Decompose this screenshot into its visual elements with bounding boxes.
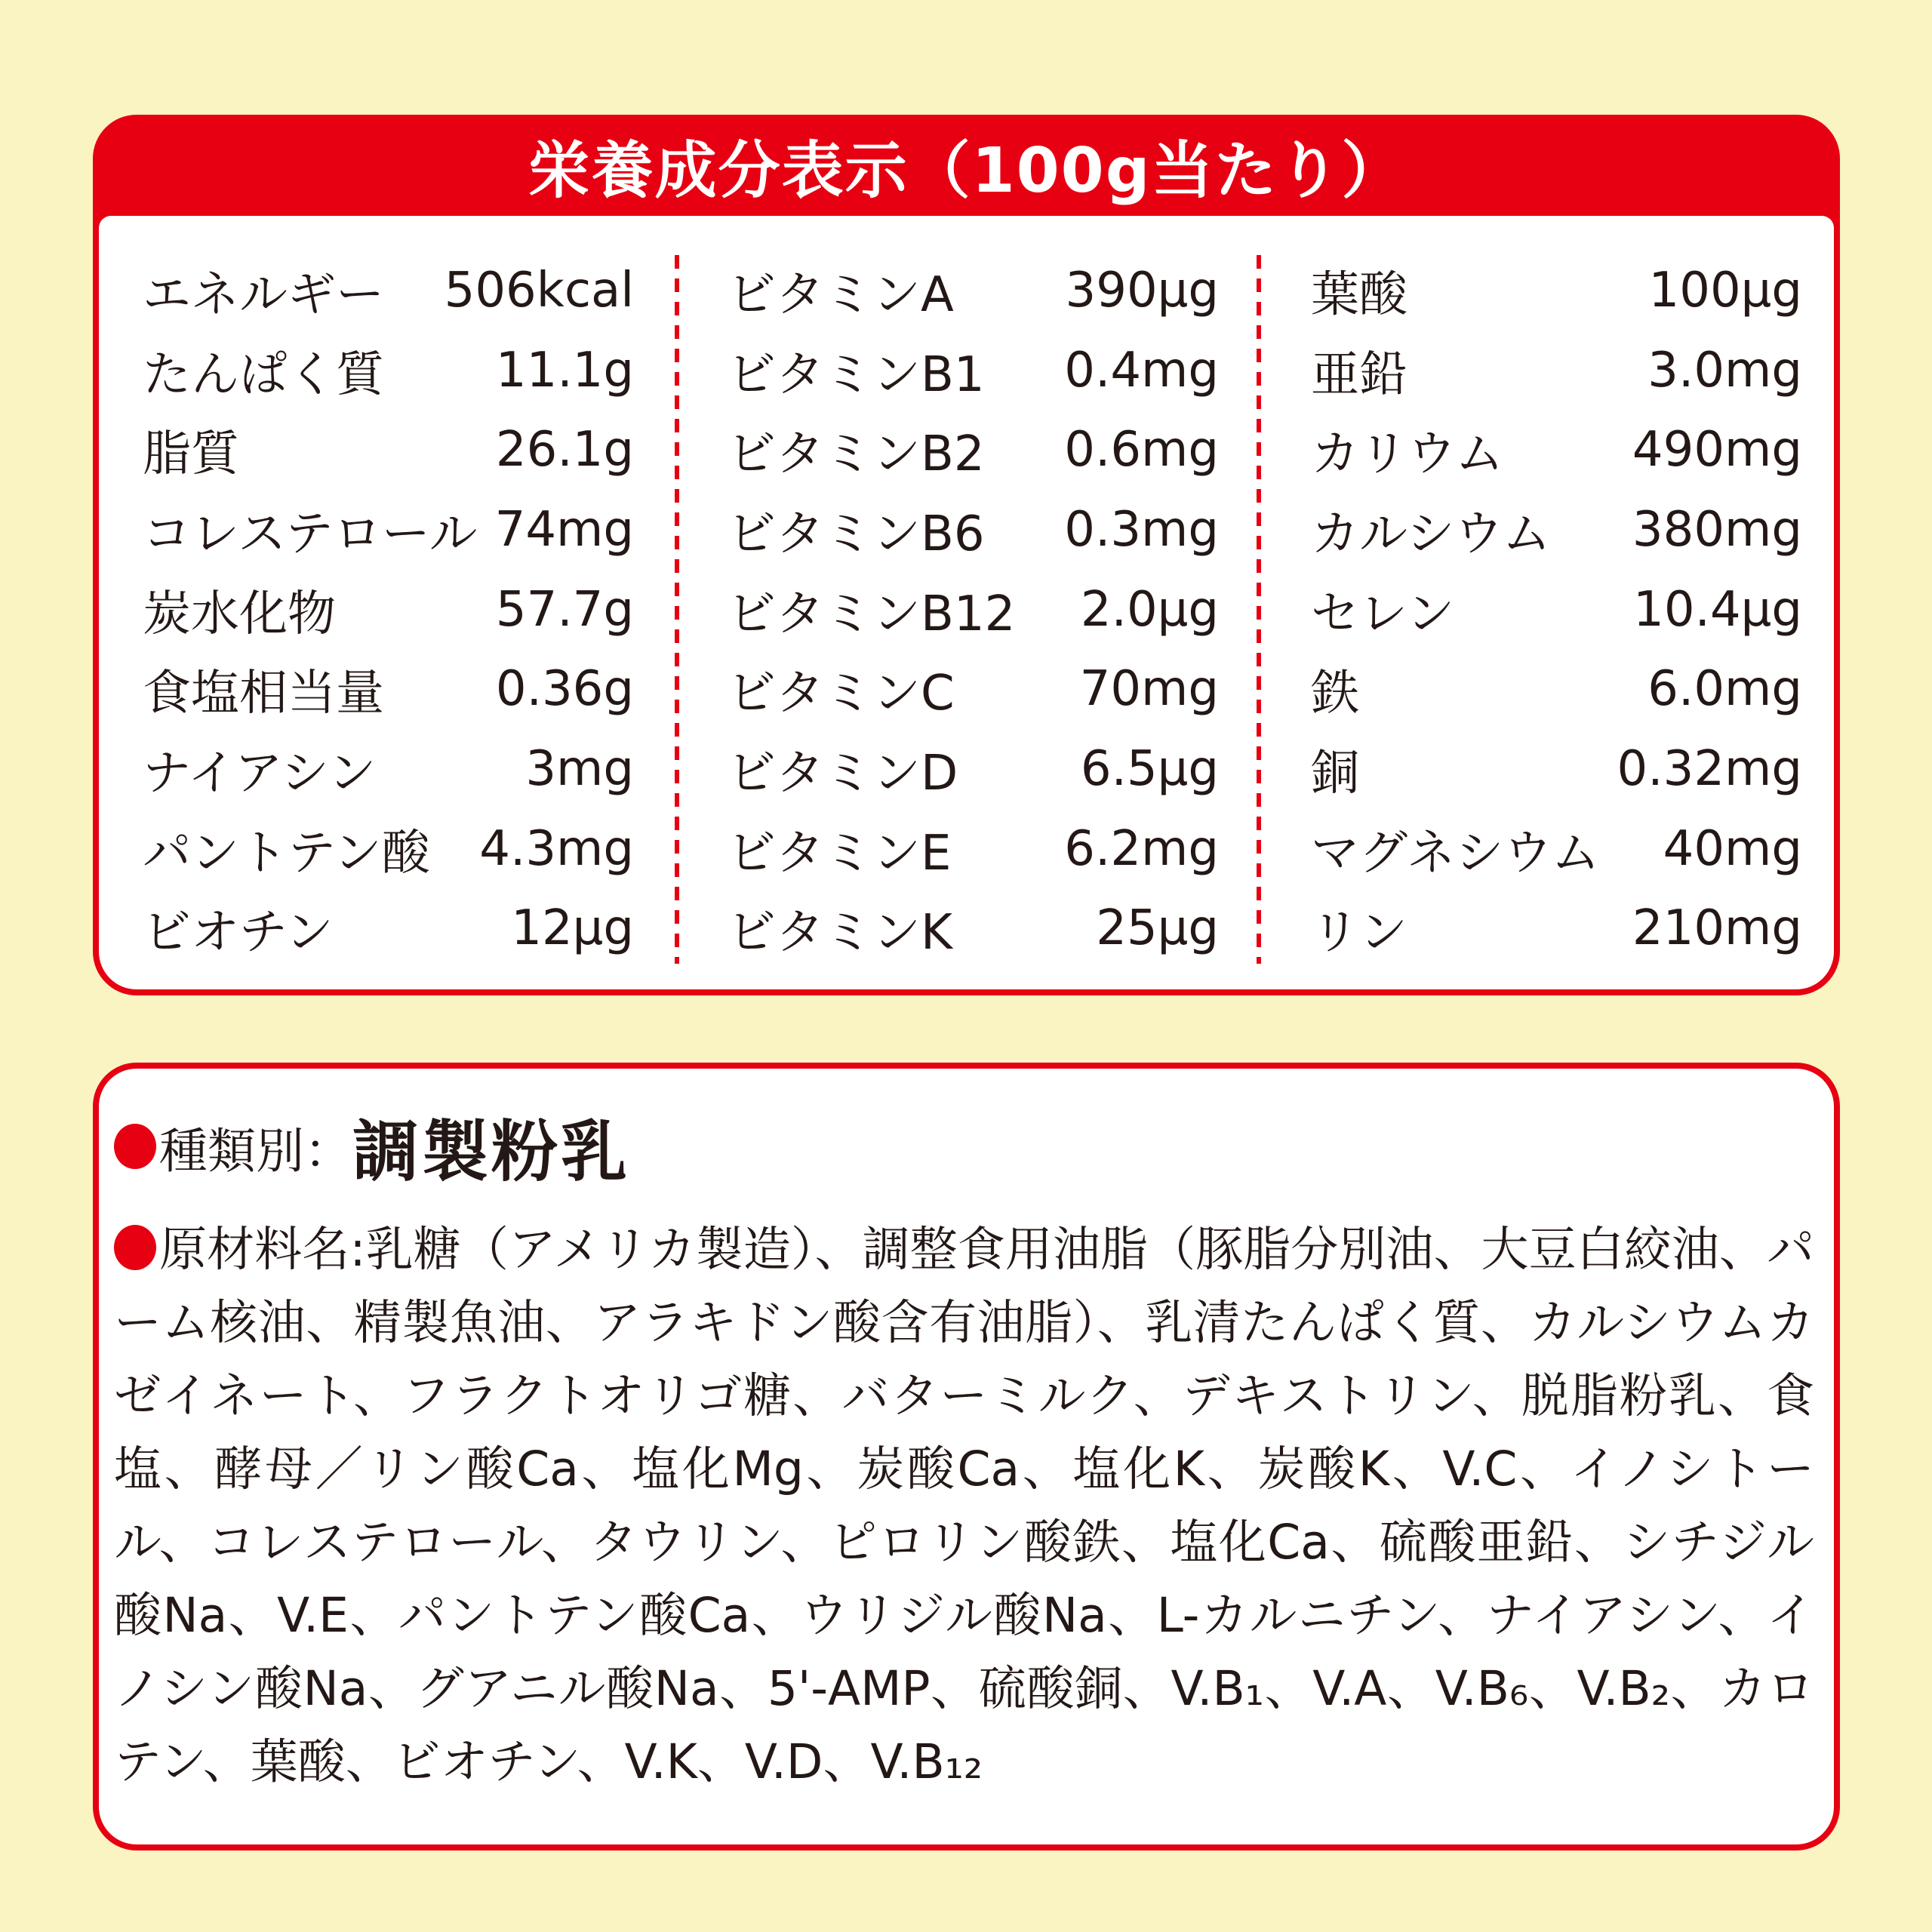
nutrient-label: 葉酸 [1311,266,1407,323]
nutrient-row [143,570,634,650]
nutrient-row [143,729,634,809]
nutrient-row [1311,410,1802,490]
nutrient-value: 506kcal [444,262,634,318]
nutrient-label: ビタミンK [728,905,952,961]
nutrient-label: 銅 [1311,745,1359,801]
nutrition-panel-title: 栄養成分表示（100g当たり） [528,134,1405,207]
nutrient-row [1311,490,1802,570]
nutrient-value: 0.6mg [1064,422,1219,478]
nutrient-label: セレン [1311,586,1455,642]
nutrient-value: 3.0mg [1647,342,1802,398]
nutrient-label: 亜鉛 [1311,346,1407,403]
nutrient-row [728,490,1219,570]
nutrient-label: ビオチン [143,905,334,961]
nutrient-row [728,251,1219,331]
nutrient-value: 0.3mg [1064,501,1219,558]
nutrient-row [143,888,634,968]
nutrient-row [728,410,1219,490]
nutrient-row [1311,888,1802,968]
nutrient-value: 2.0μg [1080,581,1219,638]
ingredients-text: 原材料名:乳糖（アメリカ製造）、調整食用油脂（豚脂分別油、大豆白絞油、パーム核油、精製魚油、アラキドン酸含有油脂）、乳清たんぱく質、カルシウムカゼイネート、フラクトオリゴ糖、バターミルク、デキストリン、脱脂粉乳、食塩、酵母／リン酸Ca、塩化Mg、炭酸Ca、塩化K、炭酸K、V.C、イノシトール、コレステロール、タウリン、ピロリン酸鉄、塩化Ca、硫酸亜鉛、シチジル酸Na、V.E、パントテン酸Ca、ウリジル酸Na、L-カルニチン、ナイアシン、イノシン酸Na、グアニル酸Na、5'-AMP、硫酸銅、V.B₁、V.A、V.B₆、V.B₂、カロテン、葉酸、ビオチン、V.K、V.D、V.B₁₂ [114,1222,1814,1790]
nutrient-row [1311,251,1802,331]
nutrient-row [1311,809,1802,889]
nutrient-row [143,809,634,889]
nutrition-column-1 [99,251,675,968]
nutrient-value: 390μg [1065,262,1219,318]
nutrition-column-3 [1261,251,1834,968]
nutrition-table [99,216,1834,989]
nutrient-row [728,649,1219,729]
nutrient-row [1311,570,1802,650]
nutrient-row [143,251,634,331]
nutrient-value: 100μg [1648,262,1802,318]
nutrient-label: マグネシウム [1311,825,1600,881]
nutrient-value: 12μg [511,900,634,957]
nutrient-label: 鉄 [1311,666,1359,722]
nutrition-column-2 [679,251,1257,968]
nutrient-value: 210mg [1632,900,1802,957]
nutrient-label: たんぱく質 [143,346,384,403]
nutrient-label: 炭水化物 [143,586,336,642]
nutrient-row [143,410,634,490]
nutrient-row [728,729,1219,809]
bullet-icon [114,1225,156,1270]
product-info-panel [93,1063,1840,1850]
nutrient-label: エネルギー [143,266,384,323]
nutrient-label: ナイアシン [143,745,377,801]
nutrient-label: ビタミンB2 [728,426,985,483]
nutrient-label: 食塩相当量 [143,666,384,722]
nutrient-label: ビタミンD [728,745,958,801]
nutrition-panel [93,115,1840,995]
bullet-icon [114,1124,156,1169]
nutrient-label: コレステロール [143,506,478,562]
nutrient-label: ビタミンC [728,666,955,722]
nutrient-value: 6.0mg [1647,661,1802,718]
nutrient-label: カリウム [1311,426,1504,483]
nutrient-label: 脂質 [143,426,239,483]
nutrient-value: 11.1g [495,342,634,398]
nutrient-row [1311,331,1802,411]
nutrient-label: ビタミンA [728,266,954,323]
nutrient-value: 25μg [1096,900,1219,957]
nutrient-row [143,490,634,570]
nutrient-value: 6.5μg [1080,740,1219,797]
nutrient-value: 74mg [494,501,634,558]
nutrient-label: ビタミンE [728,825,952,881]
nutrient-label: ビタミンB6 [728,506,985,562]
nutrient-value: 70mg [1079,661,1219,718]
nutrient-value: 26.1g [495,422,634,478]
nutrient-value: 40mg [1663,820,1802,877]
nutrient-value: 380mg [1632,501,1802,558]
nutrient-value: 3mg [525,740,634,797]
nutrient-row [728,809,1219,889]
nutrient-row [728,331,1219,411]
nutrient-label: カルシウム [1311,506,1551,562]
nutrient-value: 4.3mg [479,820,634,877]
nutrient-row [143,649,634,729]
nutrient-value: 0.4mg [1064,342,1219,398]
nutrient-value: 57.7g [495,581,634,638]
nutrient-row [728,888,1219,968]
nutrient-row [1311,649,1802,729]
nutrient-label: リン [1311,905,1407,961]
nutrient-label: ビタミンB1 [728,346,985,403]
product-type-line [114,1108,1814,1193]
nutrient-label: パントテン酸 [143,825,430,881]
nutrient-label: ビタミンB12 [728,586,1016,642]
nutrient-value: 490mg [1632,422,1802,478]
nutrient-value: 6.2mg [1064,820,1219,877]
nutrient-value: 10.4μg [1633,581,1802,638]
product-type-label: 種類別： [159,1124,352,1180]
nutrient-row [728,570,1219,650]
nutrient-row [1311,729,1802,809]
nutrient-value: 0.36g [495,661,634,718]
nutrient-row [143,331,634,411]
ingredients-paragraph [114,1213,1814,1798]
nutrient-value: 0.32mg [1617,740,1802,797]
product-type-value: 調製粉乳 [352,1112,631,1191]
